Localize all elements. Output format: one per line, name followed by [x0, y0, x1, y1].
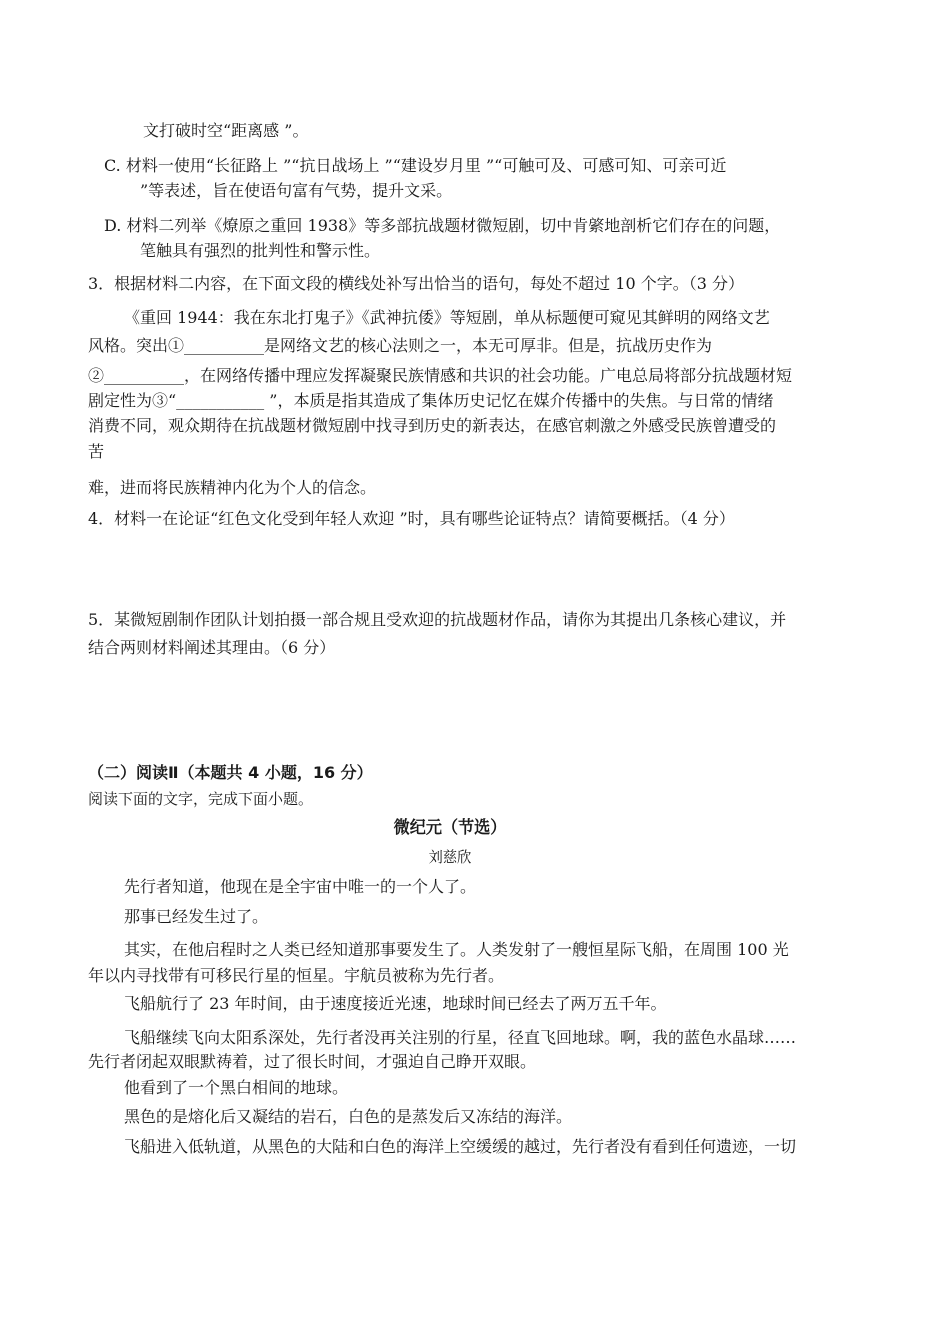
- story-paragraph: 飞船继续飞向太阳系深处，先行者没再关注别的行星，径直飞回地球。啊，我的蓝色水晶球……: [124, 1028, 797, 1047]
- option-c-continuation: ”等表述，旨在使语句富有气势，提升文采。: [140, 181, 453, 200]
- q3-passage-line-2: 风格。突出①__________是网络文艺的核心法则之一，本无可厚非。但是，抗战历史作为: [88, 336, 713, 355]
- q3-passage-line-1: 《重回 1944：我在东北打鬼子》《武神抗倭》等短剧，单从标题便可窥见其鲜明的网络文艺: [124, 308, 770, 327]
- story-paragraph: 其实，在他启程时之人类已经知道那事要发生了。人类发射了一艘恒星际飞船，在周围 100 光: [124, 940, 789, 959]
- question-4: 4．材料一在论证“红色文化受到年轻人欢迎 ”时，具有哪些论证特点？请简要概括。（4 分）: [88, 509, 735, 528]
- section-instruction: 阅读下面的文字，完成下面小题。: [88, 790, 314, 808]
- q3-passage-line-3: ②__________，在网络传播中理应发挥凝聚民族情感和共识的社会功能。广电总局将部分抗战题材短: [88, 366, 793, 385]
- story-paragraph-continuation: 年以内寻找带有可移民行星的恒星。宇航员被称为先行者。: [88, 966, 505, 985]
- option-d: D. 材料二列举《燎原之重回 1938》等多部抗战题材微短剧，切中肯綮地剖析它们存在的问题，: [104, 216, 781, 235]
- section-heading: （二）阅读Ⅱ（本题共 4 小题，16 分）: [88, 763, 373, 782]
- story-paragraph: 那事已经发生过了。: [124, 907, 269, 926]
- story-paragraph: 飞船进入低轨道，从黑色的大陆和白色的海洋上空缓缓的越过，先行者没有看到任何遗迹，一切: [124, 1137, 797, 1156]
- q3-passage-line-6: 苦: [88, 442, 105, 461]
- option-c: C. 材料一使用“长征路上 ”“抗日战场上 ”“建设岁月里 ”“可触可及、可感可知、可亲可近: [104, 156, 727, 175]
- q3-passage-line-4: 剧定性为③“___________ ”，本质是指其造成了集体历史记忆在媒介传播中的失焦。与日常的情绪: [88, 391, 774, 410]
- story-paragraph: 飞船航行了 23 年时间，由于速度接近光速，地球时间已经去了两万五千年。: [124, 994, 667, 1013]
- article-title: 微纪元（节选）: [393, 818, 507, 838]
- question-5-continuation: 结合两则材料阐述其理由。（6 分）: [88, 638, 336, 657]
- article-author: 刘慈欣: [428, 848, 472, 866]
- question-3: 3．根据材料二内容，在下面文段的横线处补写出恰当的语句，每处不超过 10 个字。（3 分）: [88, 274, 744, 293]
- story-paragraph: 黑色的是熔化后又凝结的岩石，白色的是蒸发后又冻结的海洋。: [124, 1107, 573, 1126]
- q3-passage-line-5: 消费不同，观众期待在抗战题材微短剧中找寻到历史的新表达，在感官刺激之外感受民族曾遭受的: [88, 416, 777, 435]
- story-paragraph: 先行者知道，他现在是全宇宙中唯一的一个人了。: [124, 877, 477, 896]
- story-paragraph-continuation: 先行者闭起双眼默祷着，过了很长时间，才强迫自己睁开双眼。: [88, 1052, 537, 1071]
- option-b-continuation: 文打破时空“距离感 ”。: [143, 121, 309, 140]
- story-paragraph: 他看到了一个黑白相间的地球。: [124, 1078, 349, 1097]
- q3-passage-line-7: 难，进而将民族精神内化为个人的信念。: [88, 478, 377, 497]
- question-5: 5．某微短剧制作团队计划拍摄一部合规且受欢迎的抗战题材作品，请你为其提出几条核心建议，并: [88, 610, 787, 629]
- option-d-continuation: 笔触具有强烈的批判性和警示性。: [140, 241, 381, 260]
